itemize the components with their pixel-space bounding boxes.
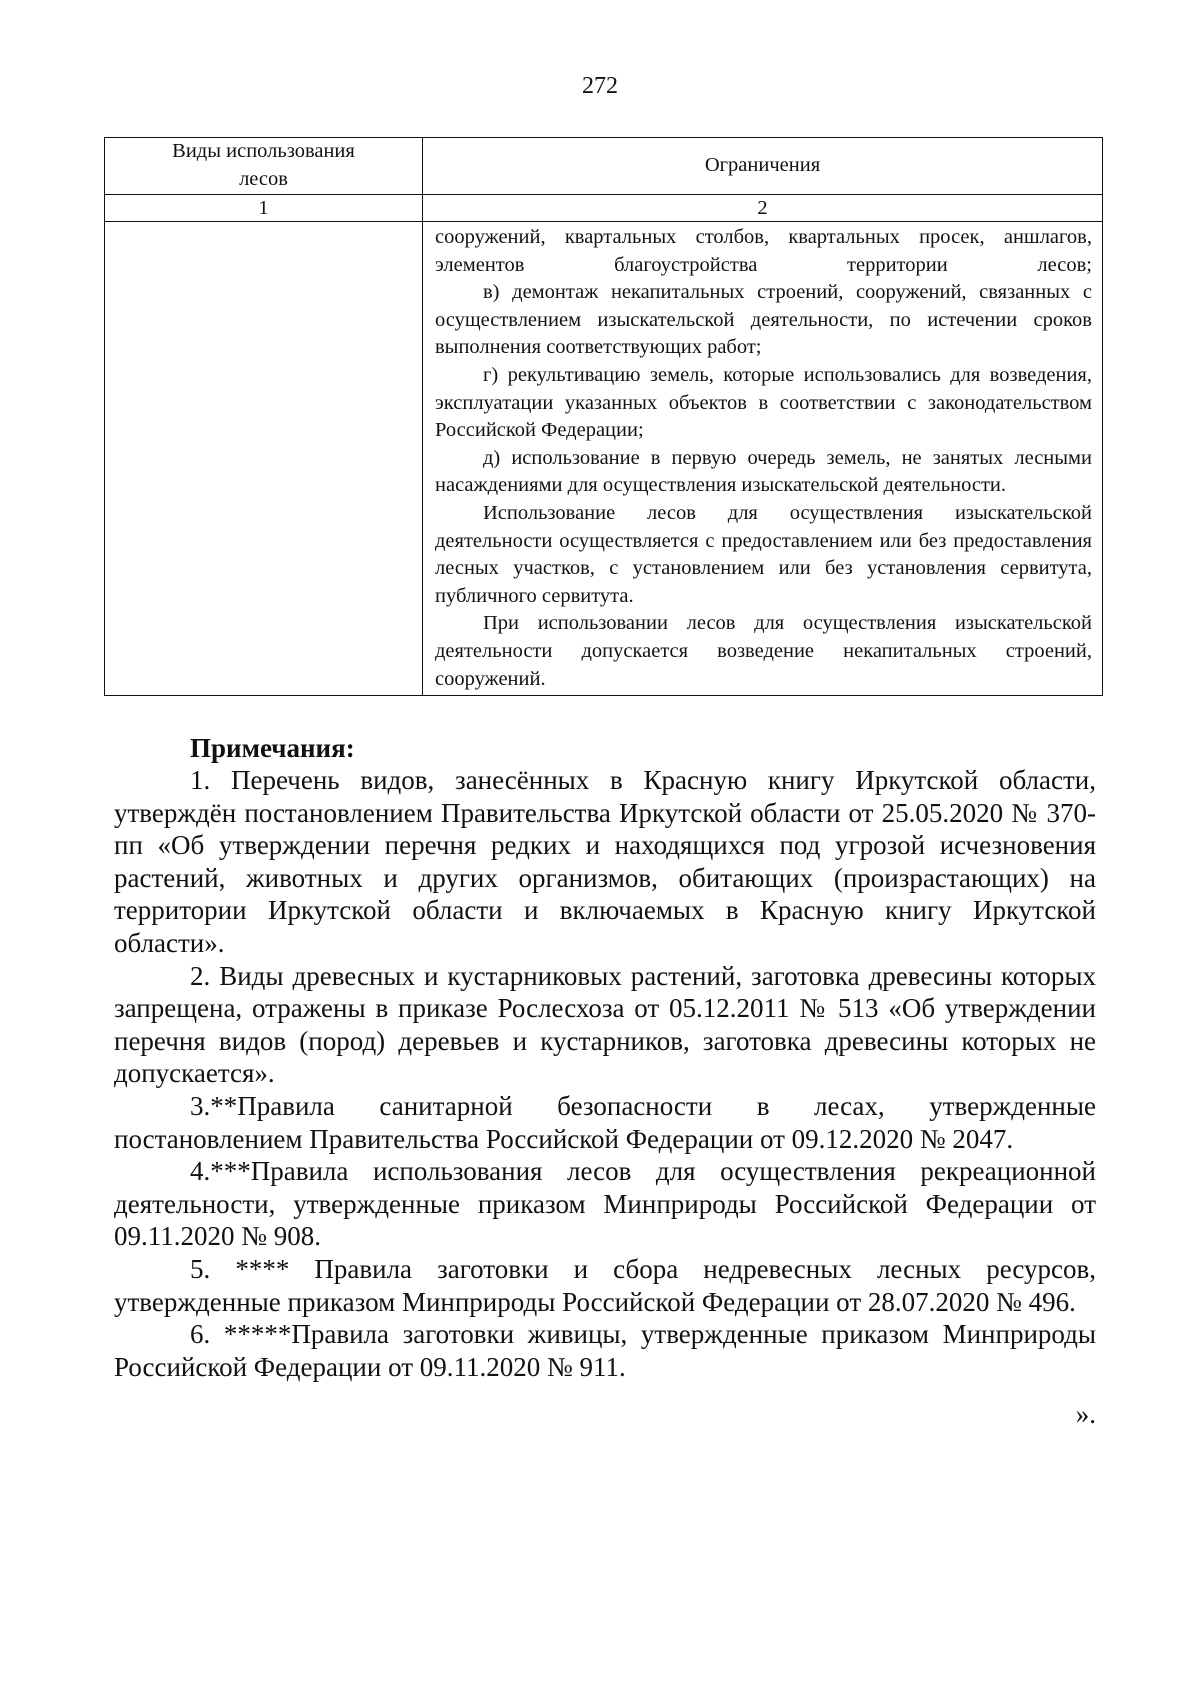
cell-limitations — [423, 222, 1103, 696]
column-number: 2 — [423, 195, 1103, 222]
notes-title: Примечания: — [190, 733, 355, 763]
limitation-paragraph: Использование лесов для осуществления изыскательской деятельности осуществляется с предоставлением или без предоставления лесных участков, с установлением или без установления сервитута, публичного сервитута. — [435, 501, 1092, 607]
note-item: 4.***Правила использования лесов для осуществления рекреационной деятельности, утвержденные приказом Минприроды Российской Федерации от 09.11.2020 № 908. — [114, 1156, 1096, 1252]
limitation-paragraph: в) демонтаж некапитальных строений, сооружений, связанных с осуществлением изыскательской деятельности, по истечении сроков выполнения соответствующих работ; — [435, 281, 1092, 359]
column-number: 1 — [105, 195, 423, 222]
limitation-paragraph: сооружений, квартальных столбов, квартальных просек, аншлагов, элементов благоустройства территории лесов; — [435, 226, 1092, 276]
header-limitations: Ограничения — [423, 138, 1103, 195]
note-item: 5. **** Правила заготовки и сбора недревесных лесных ресурсов, утвержденные приказом Минприроды Российской Федерации от 28.07.2020 № 496. — [114, 1253, 1096, 1317]
note-item: 3.**Правила санитарной безопасности в лесах, утвержденные постановлением Правительства Российской Федерации от 09.12.2020 № 2047. — [114, 1090, 1096, 1154]
limitation-paragraph: При использовании лесов для осуществления изыскательской деятельности допускается возведение некапитальных строений, сооружений. — [435, 612, 1092, 690]
note-item: 1. Перечень видов, занесённых в Красную книгу Иркутской области, утверждён постановлением Правительства Иркутской области от 25.05.2020 № 370-пп «Об утверждении перечня редких и находящихся под угрозой исчезновения растений, животных и других организмов, обитающих (произрастающих) на территории Иркутской области и включаемых в Красную книгу Иркутской области». — [114, 765, 1096, 958]
limitation-paragraph: г) рекультивацию земель, которые использовались для возведения, эксплуатации указанных объектов в соответствии с законодательством Российской Федерации; — [435, 363, 1092, 442]
header-forest-use-types — [105, 138, 423, 195]
note-item: 2. Виды древесных и кустарниковых растений, заготовка древесины которых запрещена, отражены в приказе Рослесхоза от 05.12.2011 № 513 «Об утверждении перечня видов (пород) деревьев и кустарников, заготовка древесины которых не допускается». — [114, 960, 1096, 1089]
cell-forest-use-type — [105, 222, 423, 696]
forest-use-limitations-table — [104, 137, 1103, 696]
note-item: 6. *****Правила заготовки живицы, утвержденные приказом Минприроды Российской Федерации от 09.11.2020 № 911. — [114, 1319, 1096, 1382]
header-col1-line: Виды использования — [172, 140, 355, 163]
table-header-row — [105, 138, 1103, 195]
page-number: 272 — [582, 73, 618, 99]
table-column-number-row — [105, 195, 1103, 222]
limitation-paragraph: д) использование в первую очередь земель, не занятых лесными насаждениями для осуществления изыскательской деятельности. — [435, 446, 1092, 497]
notes-section — [114, 732, 1096, 1383]
closing-quote-mark: ». — [1075, 1399, 1096, 1429]
table-row — [105, 222, 1103, 696]
header-col1-line: лесов — [239, 168, 288, 190]
